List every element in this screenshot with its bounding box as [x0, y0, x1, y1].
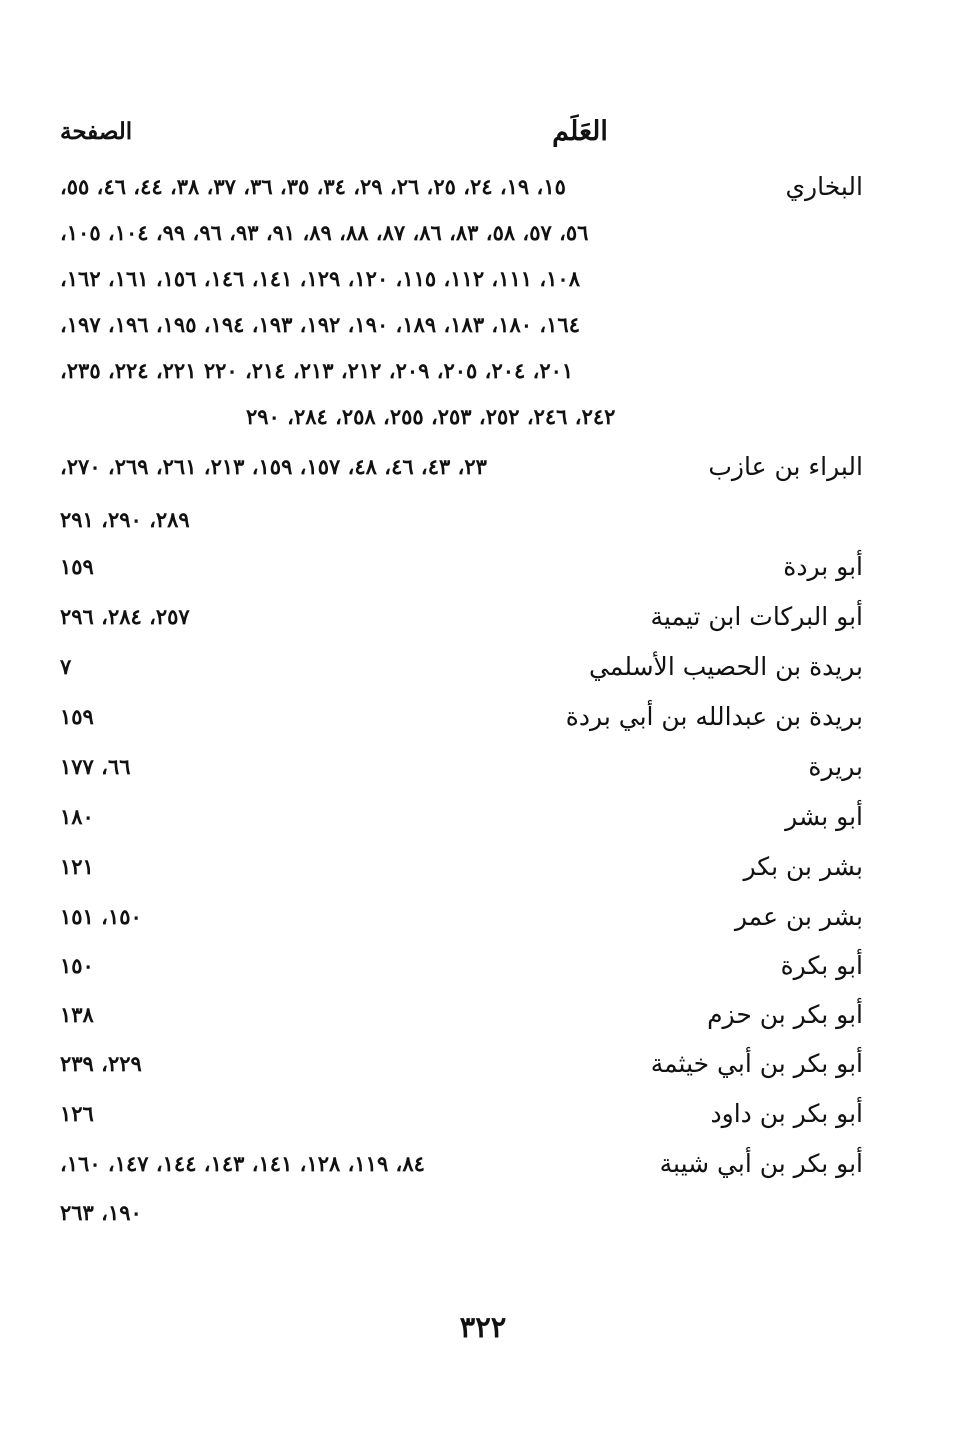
entry-pages: ٨٤، ١١٩، ١٢٨، ١٤١، ١٤٣، ١٤٤، ١٤٧، ١٦٠، [60, 1151, 425, 1176]
entry-pages: ٢٣، ٤٣، ٤٦، ٤٨، ١٥٧، ١٥٩، ٢١٣، ٢٦١، ٢٦٩، ٢٧٠، [60, 454, 487, 479]
entry-pages: ١٥٩ [60, 704, 94, 729]
name-column-heading: العَلَم [552, 116, 608, 147]
entry-pages: ١٢٦ [60, 1101, 94, 1126]
entry-pages: ١٢١ [60, 854, 94, 879]
entry-pages-continued: ١٩٠، ٢٦٣ [60, 1200, 142, 1225]
entry-name: أبو بكر بن أبي شيبة [659, 1149, 863, 1178]
entry-pages: ١٥، ١٩، ٢٤، ٢٥، ٢٦، ٢٩، ٣٤، ٣٥، ٣٦، ٣٧، ٣٨، ٤٤، ٤٦، ٥٥، [60, 174, 566, 199]
entry-name: أبو بكر بن داود [710, 1099, 863, 1128]
index-entry-bukhari [60, 167, 863, 217]
entry-pages: ١٨٠ [60, 804, 94, 829]
entry-pages: ١٥٠ [60, 953, 94, 978]
entry-pages-continued: ١٠٨، ١١١، ١١٢، ١١٥، ١٢٠، ١٢٩، ١٤١، ١٤٦، ١٥٦، ١٦١، ١٦٢، [60, 266, 580, 291]
index-entry-shayba [60, 1144, 863, 1194]
index-entry [60, 547, 863, 597]
index-entry [60, 995, 863, 1045]
entry-pages: ١٥٠، ١٥١ [60, 904, 142, 929]
entry-name: بشر بن عمر [734, 902, 863, 931]
entry-pages: ٦٦، ١٧٧ [60, 754, 131, 779]
index-entry [60, 697, 863, 747]
entry-pages: ١٣٨ [60, 1002, 94, 1027]
entry-pages-continued: ٢٠١، ٢٠٤، ٢٠٥، ٢٠٩، ٢١٢، ٢١٣، ٢١٤، ٢٢٠ ٢٢١، ٢٢٤، ٢٣٥، [60, 358, 574, 383]
index-entry [60, 847, 863, 897]
entry-pages-continued: ٢٨٩، ٢٩٠، ٢٩١ [60, 507, 190, 532]
entry-name: أبو بشر [785, 802, 863, 831]
entry-pages-continued: ٥٦، ٥٧، ٥٨، ٨٣، ٨٦، ٨٧، ٨٨، ٨٩، ٩١، ٩٣، ٩٦، ٩٩، ١٠٤، ١٠٥، [60, 220, 589, 245]
index-entry [60, 897, 863, 947]
entry-pages: ٢٢٩، ٢٣٩ [60, 1051, 142, 1076]
entry-pages: ١٥٩ [60, 554, 94, 579]
entry-name: البراء بن عازب [708, 452, 863, 481]
entry-name: أبو بردة [783, 552, 863, 581]
entry-name: أبو بكر بن حزم [707, 1000, 863, 1029]
index-entry [60, 1094, 863, 1144]
index-entry [60, 747, 863, 797]
index-entry-baraa [60, 447, 863, 497]
entry-name: بريدة بن عبدالله بن أبي بردة [565, 702, 863, 731]
index-entry [60, 647, 863, 697]
entry-name: بريرة [808, 752, 863, 781]
entry-name: بشر بن بكر [743, 852, 863, 881]
index-entry [60, 946, 863, 996]
entry-name: أبو البركات ابن تيمية [650, 602, 863, 631]
entry-pages-continued: ١٦٤، ١٨٠، ١٨٣، ١٨٩، ١٩٠، ١٩٢، ١٩٣، ١٩٤، ١٩٥، ١٩٦، ١٩٧، [60, 312, 580, 337]
entry-pages: ٢٥٧، ٢٨٤، ٢٩٦ [60, 604, 190, 629]
entry-name: أبو بكر بن أبي خيثمة [650, 1049, 863, 1078]
entry-pages-continued: ٢٤٢، ٢٤٦، ٢٥٢، ٢٥٣، ٢٥٥، ٢٥٨، ٢٨٤، ٢٩٠ [246, 404, 616, 429]
entry-pages: ٧ [60, 654, 72, 679]
entry-name: بريدة بن الحصيب الأسلمي [589, 652, 863, 681]
page-column-heading: الصفحة [60, 118, 133, 145]
entry-name: البخاري [785, 172, 863, 201]
page-number: ٣٢٢ [459, 1310, 507, 1344]
index-entry [60, 597, 863, 647]
index-entry [60, 797, 863, 847]
entry-name: أبو بكرة [780, 951, 863, 980]
index-entry [60, 1044, 863, 1094]
